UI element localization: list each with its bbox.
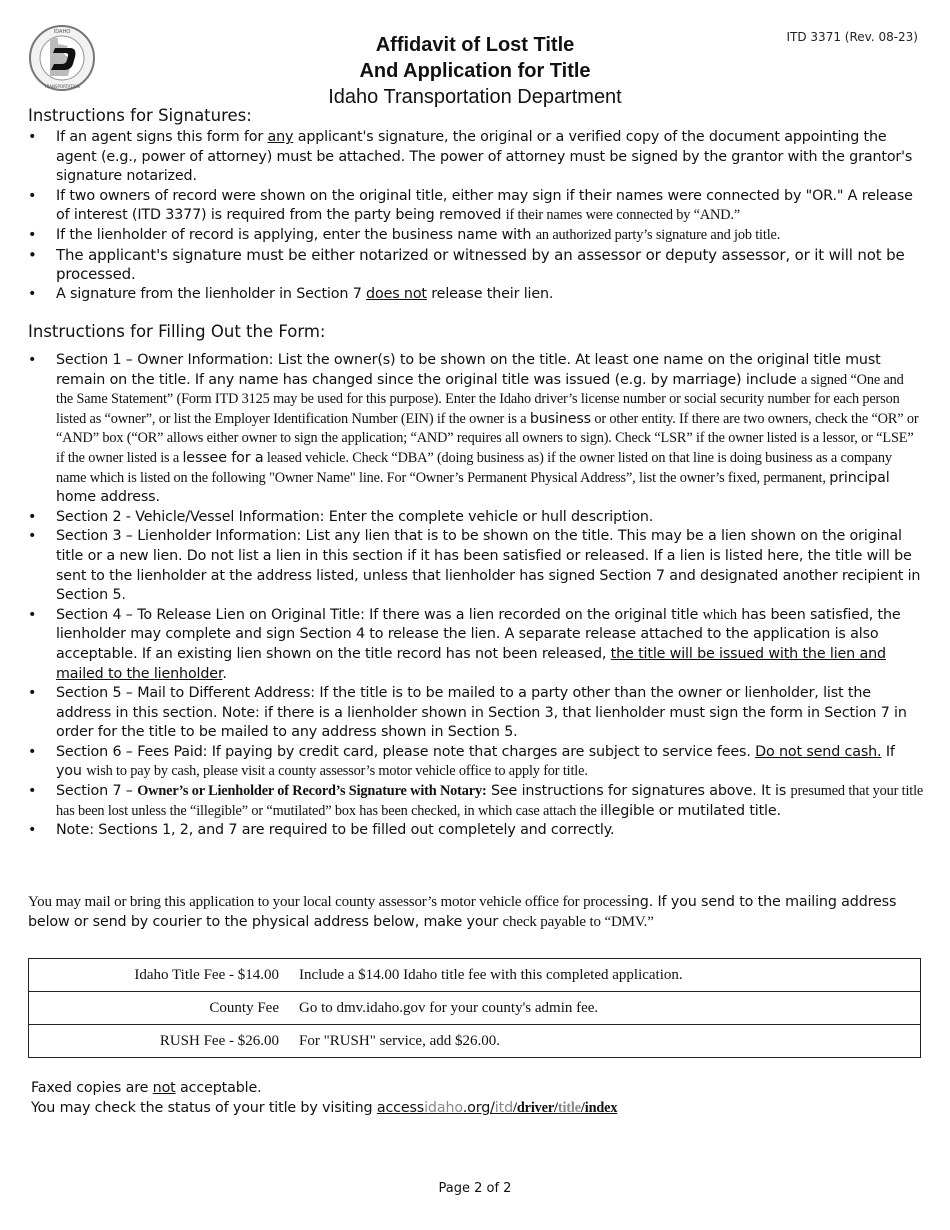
signatures-heading: Instructions for Signatures: [28, 106, 252, 125]
table-row [29, 959, 921, 992]
status-note: You may check the status of your title by visiting accessidaho.org/itd/driver/title/index [31, 1100, 618, 1116]
status-link[interactable]: accessidaho.org/itd/driver/title/index [376, 1100, 618, 1116]
mail-paragraph: You may mail or bring this application to your local county assessor’s motor vehicle office for processing. If you send to the mailing address below or send by courier to the physical address below, make your check payable to “DMV.” [28, 894, 897, 930]
list-item: • Section 2 - Vehicle/Vessel Information: Enter the complete vehicle or hull description. [28, 508, 924, 528]
fee-label: Idaho Title Fee - $14.00 [29, 959, 300, 992]
table-row [29, 992, 921, 1025]
filling-list [28, 351, 924, 841]
title-line-2: And Application for Title [359, 60, 591, 82]
department-name: Idaho Transportation Department [328, 86, 622, 108]
faxed-note: Faxed copies are not acceptable. [31, 1080, 262, 1096]
fee-table [28, 958, 921, 1058]
list-item: • The applicant's signature must be either notarized or witnessed by an assessor or deputy assessor, or it will not be processed. [28, 246, 924, 285]
page-number: Page 2 of 2 [438, 1181, 512, 1196]
list-item: • If an agent signs this form for any applicant's signature, the original or a verified copy of the document appointing the agent (e.g., power of attorney) must be attached. The power of attorney must be signed by the grantor with the grantor's signature notarized. [28, 128, 924, 187]
list-item: • Section 3 – Lienholder Information: List any lien that is to be shown on the title. This may be a lien shown on the original title or a new lien. Do not list a lien in this section if it has been satisfied or released. If a lien is listed here, the title will be sent to the lienholder at the address listed, unless that lienholder has signed Section 7 and designated another recipient in Section 5. [28, 527, 924, 605]
filling-heading: Instructions for Filling Out the Form: [28, 322, 326, 341]
title-block [0, 32, 950, 110]
list-item: • Note: Sections 1, 2, and 7 are required to be filled out completely and correctly. [28, 821, 924, 841]
list-item: • Section 1 – Owner Information: List the owner(s) to be shown on the title. At least one name on the original title must remain on the title. If any name has changed since the original title was issued (e.g. by marriage) include a signed “One and the Same Statement” (Form ITD 3125 may be used for this purpose). Enter the Idaho driver’s license number or social security number for each person listed as “owner”, or list the Employer Identification Number (EIN) if the owner is a business or other entity. If there are two owners, check the “OR” or “AND” box (“OR” allows either owner to sign the application; “AND” requires all owners to sign). Check “LSR” if the owner listed is a lessor, or “LSE” if the owner listed is a lessee for a leased vehicle. Check “DBA” (doing business as) if the owner listed on that line is doing business as a company name which is listed on the following "Owner Name" line. For “Owner’s Permanent Physical Address”, list the owner’s fixed, permanent, principal home address. [28, 351, 924, 508]
list-item: • Section 4 – To Release Lien on Original Title: If there was a lien recorded on the original title which has been satisfied, the lienholder may complete and sign Section 4 to release the lien. A separate release attached to the application is also acceptable. If an existing lien shown on the title record has not been released, the title will be issued with the lien and mailed to the lienholder. [28, 606, 924, 684]
fee-description: For "RUSH" service, add $26.00. [299, 1025, 921, 1058]
table-row [29, 1025, 921, 1058]
fee-label: County Fee [29, 992, 300, 1025]
fee-description: Include a $14.00 Idaho title fee with this completed application. [299, 959, 921, 992]
title-line-1: Affidavit of Lost Title [375, 34, 575, 56]
list-item: • Section 6 – Fees Paid: If paying by credit card, please note that charges are subject to service fees. Do not send cash. If you wish to pay by cash, please visit a county assessor’s motor vehicle office to apply for title. [28, 743, 924, 782]
svg-text:IDAHO: IDAHO [53, 29, 71, 35]
list-item: • If two owners of record were shown on the original title, either may sign if their names were connected by "OR." A release of interest (ITD 3377) is required from the party being removed if their names were connected by “AND.” [28, 187, 924, 226]
signatures-list [28, 128, 924, 304]
form-id: ITD 3371 (Rev. 08-23) [786, 30, 918, 44]
fee-label: RUSH Fee - $26.00 [29, 1025, 300, 1058]
list-item: • Section 7 – Owner’s or Lienholder of Record’s Signature with Notary: See instructions for signatures above. It is presumed that your title has been lost unless the “illegible” or “mutilated” box has been checked, in which case attach the illegible or mutilated title. [28, 782, 924, 821]
list-item: • A signature from the lienholder in Section 7 does not release their lien. [28, 285, 924, 305]
list-item: • If the lienholder of record is applying, enter the business name with an authorized party’s signature and job title. [28, 226, 924, 246]
fee-description: Go to dmv.idaho.gov for your county's admin fee. [299, 992, 921, 1025]
list-item: • Section 5 – Mail to Different Address: If the title is to be mailed to a party other than the owner or lienholder, list the address in this section. Note: if there is a lienholder shown in Section 3, that lienholder must sign the form in Section 7 in order for the title to be mailed to any address shown in Section 5. [28, 684, 924, 743]
svg-text:TRANSPORTATION: TRANSPORTATION [44, 84, 80, 89]
